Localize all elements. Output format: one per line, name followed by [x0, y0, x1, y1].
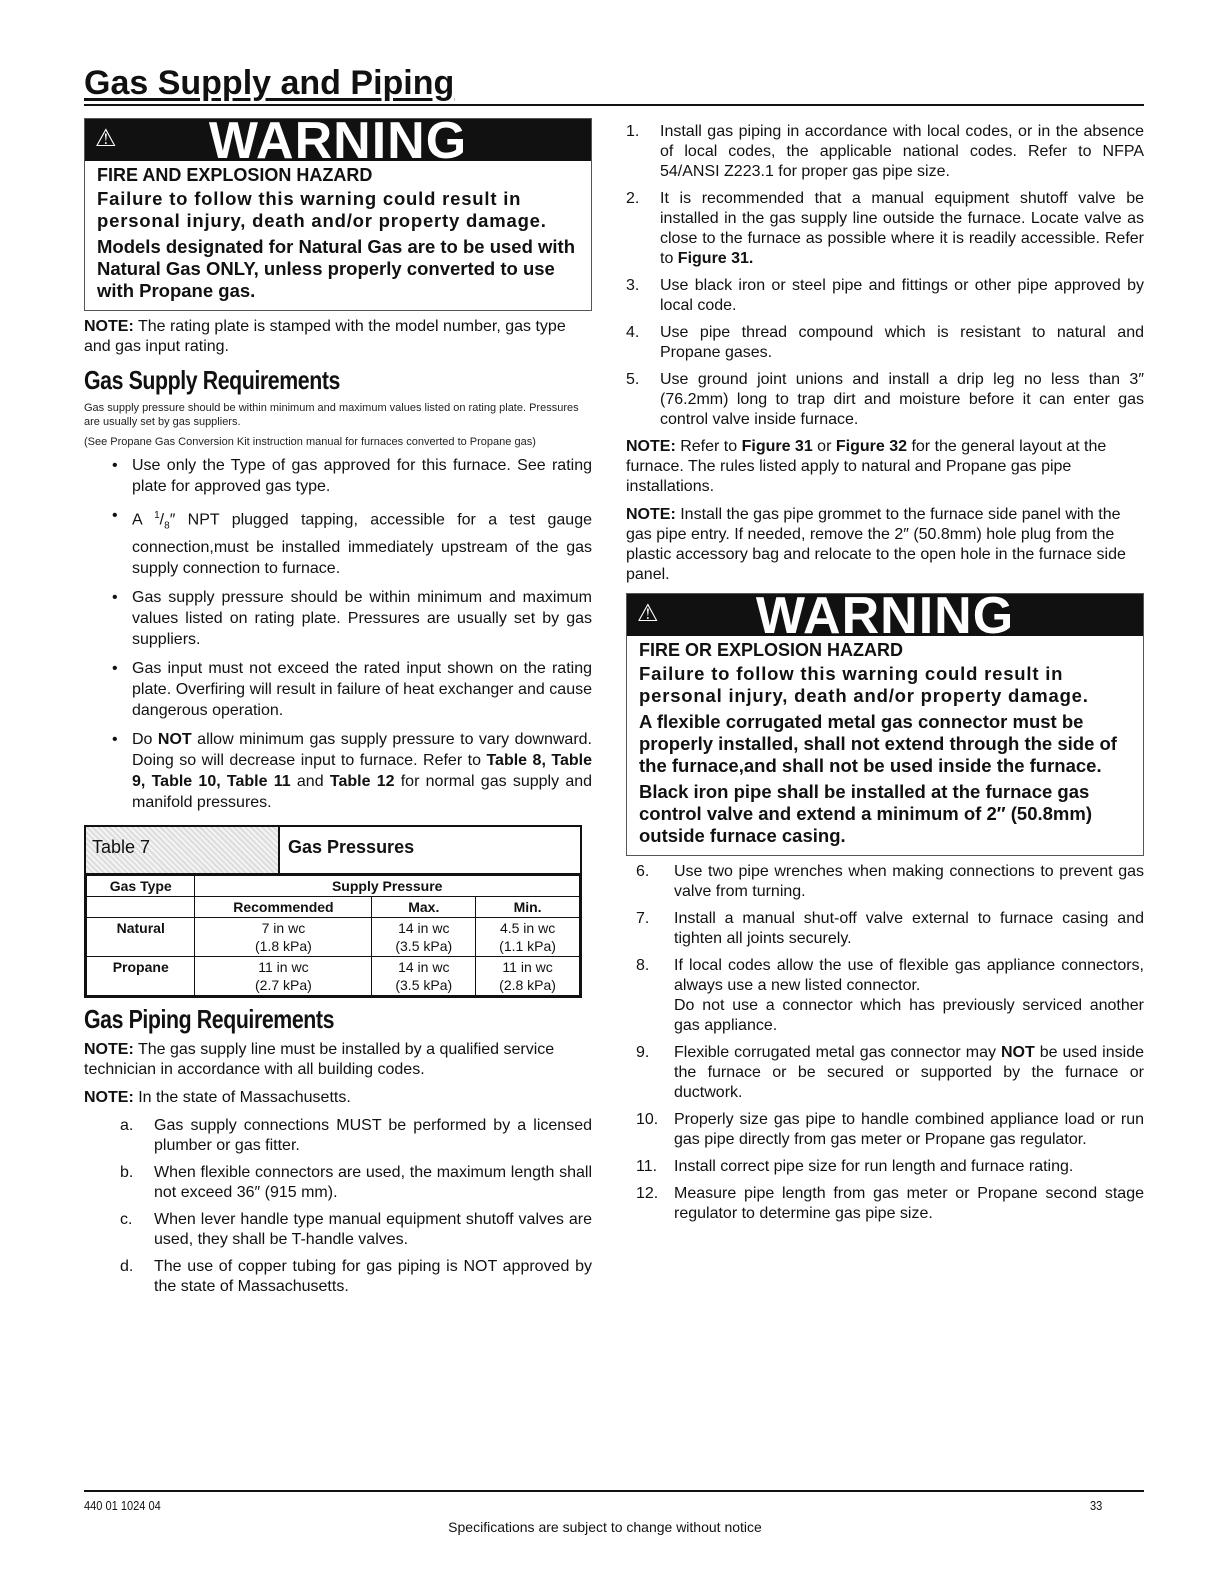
list-item: 9. Flexible corrugated metal gas connector may NOT be used inside the furnace or be secured or supported by the furnace or ductwork.	[636, 1044, 1144, 1101]
spec-notice: Specifications are subject to change without notice	[448, 1519, 762, 1535]
list-item: 7. Install a manual shut-off valve external to furnace casing and tighten all joints securely.	[636, 910, 1144, 947]
right-column	[626, 118, 1144, 1231]
table-row: Natural 7 in wc (1.8 kPa) 14 in wc (3.5 kPa) 4.5 in wc (1.1 kPa)	[87, 917, 580, 956]
warning-triangle-icon: ⚠	[95, 125, 117, 152]
warning-text: Failure to follow this warning could result in personal injury, death and/or property damage.	[639, 663, 1089, 706]
list-item: • Do NOT allow minimum gas supply pressure to vary downward. Doing so will decrease input to furnace. Refer to Table 8, Table 9, Table 10, Table 11 and Table 12 for normal gas supply and manifold pressures.	[112, 729, 592, 813]
list-item: 6. Use two pipe wrenches when making connections to prevent gas valve from turning.	[636, 863, 1144, 900]
list-item: 1. Install gas piping in accordance with local codes, or in the absence of local codes, the applicable national codes. Refer to NFPA 54/ANSI Z223.1 for proper gas pipe size.	[626, 123, 1144, 180]
hazard-title: FIRE AND EXPLOSION HAZARD	[97, 165, 373, 185]
warning-word: WARNING	[755, 594, 1015, 636]
page-number: 33	[1090, 1498, 1103, 1513]
list-item: c. When lever handle type manual equipment shutoff valves are used, they shall be T-handle valves.	[120, 1210, 592, 1248]
massachusetts-note: NOTE: In the state of Massachusetts.	[84, 1088, 351, 1106]
table-title: Gas Pressures	[288, 836, 415, 857]
list-item: 2. It is recommended that a manual equipment shutoff valve be installed in the gas supply line outside the furnace. Locate valve as close to the furnace as possible where it is readily accessible. Refer to Figure 31.	[626, 190, 1144, 267]
col-header: Min.	[476, 896, 580, 917]
list-item: • Gas supply pressure should be within minimum and maximum values listed on rating plate. Pressures are usually set by gas suppliers.	[112, 587, 592, 650]
list-item: 11. Install correct pipe size for run length and furnace rating.	[636, 1158, 1074, 1175]
hazard-title: FIRE OR EXPLOSION HAZARD	[639, 640, 904, 660]
warning-word: WARNING	[208, 119, 468, 161]
col-header: Max.	[372, 896, 476, 917]
gas-piping-heading: Gas Piping Requirements	[84, 1003, 335, 1034]
warning-banner	[627, 594, 1143, 636]
warning-text: A flexible corrugated metal gas connector must be properly installed, shall not extend through the side of the furnace,and shall not be used inside the furnace.	[639, 711, 1117, 776]
warning-box-2	[626, 593, 1144, 856]
left-column	[84, 118, 592, 1304]
warning-box-1	[84, 118, 592, 311]
list-item: 10. Properly size gas pipe to handle combined appliance load or run gas pipe directly from gas meter or Propane gas regulator.	[636, 1111, 1144, 1148]
list-item: • A $^1/_8''$ NPT plugged tapping, accessible for a test gauge connection,must be installed immediately upstream of the gas supply connection to furnace.	[112, 505, 592, 579]
warning-banner	[85, 119, 591, 161]
warning-text: Failure to follow this warning could result in personal injury, death and/or property damage.	[97, 188, 547, 231]
supply-bullet-list	[112, 455, 592, 813]
list-item: 5. Use ground joint unions and install a drip leg no less than 3″ (76.2mm) long to trap dirt and moisture before it can enter gas control valve inside furnace.	[626, 371, 1144, 428]
piping-steps-list	[626, 122, 1144, 430]
list-item: a. Gas supply connections MUST be performed by a licensed plumber or gas fitter.	[120, 1116, 592, 1154]
col-header: Gas Type	[87, 875, 195, 896]
list-item: • Use only the Type of gas approved for this furnace. See rating plate for approved gas type.	[112, 455, 592, 497]
list-item: 3. Use black iron or steel pipe and fittings or other pipe approved by local code.	[626, 277, 1144, 314]
gas-pressures-table	[84, 825, 582, 998]
col-header: Supply Pressure	[195, 875, 580, 896]
list-item: • Gas input must not exceed the rated input shown on the rating plate. Overfiring will result in failure of heat exchanger and cause dangerous operation.	[112, 658, 592, 721]
gas-supply-heading: Gas Supply Requirements	[84, 365, 340, 395]
warning-text: Models designated for Natural Gas are to be used with Natural Gas ONLY, unless properly converted to use with Propane gas.	[97, 236, 576, 301]
massachusetts-list	[84, 1116, 592, 1297]
warning-triangle-icon: ⚠	[637, 600, 659, 627]
list-item: 4. Use pipe thread compound which is resistant to natural and Propane gases.	[626, 324, 1144, 361]
grommet-note: NOTE: Install the gas pipe grommet to the furnace side panel with the gas pipe entry. If needed, remove the 2″ (50.8mm) hole plug from the plastic accessory bag and relocate to the open hole in the furnace side panel.	[626, 506, 1126, 583]
piping-note: NOTE: The gas supply line must be installed by a qualified service technician in accordance with all building codes.	[84, 1040, 555, 1078]
col-header: Recommended	[195, 896, 372, 917]
rating-note: NOTE: The rating plate is stamped with the model number, gas type and gas input rating.	[84, 318, 566, 355]
page-title: Gas Supply and Piping	[84, 64, 1144, 106]
footer-rule	[84, 1490, 1144, 1492]
figure-note: NOTE: Refer to Figure 31 or Figure 32 for the general layout at the furnace. The rules listed apply to natural and Propane gas pipe installations.	[626, 438, 1107, 495]
document-number: 440 01 1024 04	[84, 1498, 161, 1513]
list-item: d. The use of copper tubing for gas piping is NOT approved by the state of Massachusetts.	[120, 1257, 592, 1295]
list-item: 12. Measure pipe length from gas meter or Propane second stage regulator to determine gas pipe size.	[636, 1185, 1144, 1222]
table-row: Propane 11 in wc (2.7 kPa) 14 in wc (3.5 kPa) 11 in wc (2.8 kPa)	[87, 956, 580, 995]
list-item: 8. If local codes allow the use of flexible gas appliance connectors, always use a new listed connector. Do not use a connector which has previously serviced another gas appliance.	[636, 957, 1144, 1034]
piping-steps-list-continued	[626, 862, 1144, 1224]
warning-text: Black iron pipe shall be installed at the furnace gas control valve and extend a minimum of 2″ (50.8mm) outside furnace casing.	[639, 781, 1092, 846]
small-note: Gas supply pressure should be within minimum and maximum values listed on rating plate. Pressures are usually set by gas suppliers.	[84, 402, 579, 428]
small-note: (See Propane Gas Conversion Kit instruction manual for furnaces converted to Propane gas)	[84, 436, 536, 448]
list-item: b. When flexible connectors are used, the maximum length shall not exceed 36″ (915 mm).	[120, 1163, 592, 1201]
table-label: Table 7	[86, 827, 280, 873]
